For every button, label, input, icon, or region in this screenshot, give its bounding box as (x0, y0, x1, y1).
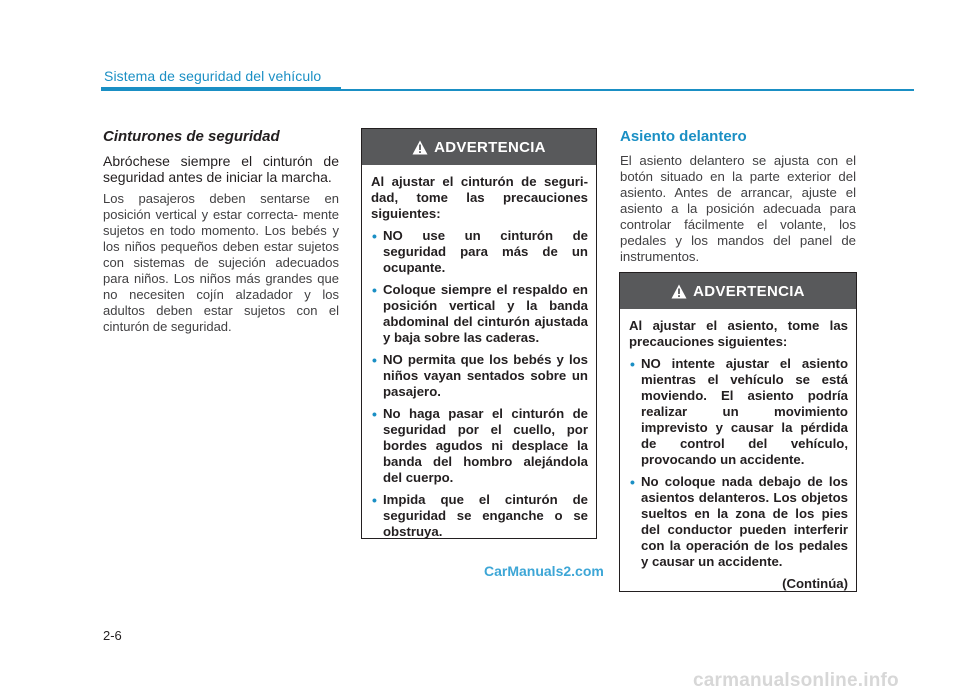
warning-list (371, 228, 588, 540)
seatbelt-body: Los pasajeros deben sentarse en posición vertical y estar correcta- mente sujetos en todo momento. Los bebés y los niños pequeños deben estar sujetos con sistemas de sujeción adecuados para niños. Los niños más grandes que no necesiten cojín alzadador y los adultos deben estar sujetos con el cinturón de seguridad. (103, 191, 339, 334)
warning-title: ADVERTENCIA (693, 282, 805, 300)
warning-item: • NO permita que los bebés y los niños vayan sentados sobre un pasajero. (372, 352, 588, 399)
header-rule-thin (341, 89, 914, 91)
warning-content (620, 309, 856, 592)
front-seat-heading: Asiento delantero (620, 128, 747, 145)
footer-site-watermark: carmanualsonline.info (693, 670, 899, 691)
warning-item: • No haga pasar el cinturón de seguridad por el cuello, por bordes agudos ni desplace la banda del hombro alejándola del cuerpo. (372, 406, 588, 485)
bullet-icon: • (372, 282, 377, 298)
warning-triangle-icon (671, 284, 687, 299)
warning-title: ADVERTENCIA (434, 138, 546, 156)
bullet-icon: • (372, 228, 377, 244)
warning-item: • NO use un cinturón de seguridad para más de un ocupante. (372, 228, 588, 275)
bullet-icon: • (630, 474, 635, 490)
warning-header (362, 129, 596, 165)
front-seat-body: El asiento delantero se ajusta con el botón situado en la parte exterior del asiento. Antes de arrancar, ajuste el asiento a la posición adecuada para controlar fácilmente el volante, los pedales y los mandos del panel de instrumentos. (620, 153, 856, 264)
section-title: Sistema de seguridad del vehículo (104, 68, 322, 84)
bullet-icon: • (630, 356, 635, 372)
warning-content (362, 165, 596, 540)
warning-intro: Al ajustar el cinturón de seguri- dad, tome las precauciones siguientes: (371, 174, 588, 221)
seat-warning-box (619, 272, 857, 592)
seatbelt-section (103, 128, 339, 335)
seatbelt-heading: Cinturones de seguridad (103, 128, 280, 145)
warning-item: • Coloque siempre el respaldo en posición vertical y la banda abdominal del cinturón ajustada y baja sobre las caderas. (372, 282, 588, 345)
seatbelt-lead: Abróchese siempre el cinturón de seguridad antes de iniciar la marcha. (103, 153, 339, 185)
watermark-link[interactable]: CarManuals2.com (484, 563, 604, 579)
page-number: 2-6 (103, 628, 122, 643)
header-rule-thick (101, 87, 341, 91)
warning-list (629, 356, 848, 570)
continues-label: (Continúa) (782, 576, 848, 591)
warning-intro: Al ajustar el asiento, tome las precauciones siguientes: (629, 318, 848, 349)
warning-item: • NO intente ajustar el asiento mientras el vehículo se está moviendo. El asiento podría realizar un movimiento imprevisto y causar la pérdida de control del vehículo, provocando un accidente. (630, 356, 848, 467)
warning-item: • Impida que el cinturón de seguridad se enganche o se obstruya. (372, 492, 588, 539)
bullet-icon: • (372, 352, 377, 368)
warning-triangle-icon (412, 140, 428, 155)
bullet-icon: • (372, 492, 377, 508)
seatbelt-warning-box (361, 128, 597, 539)
bullet-icon: • (372, 406, 377, 422)
warning-item: • No coloque nada debajo de los asientos delanteros. Los objetos sueltos en la zona de los pies del conductor pueden interferir con la operación de los pedales y causar un accidente. (630, 474, 848, 569)
warning-header (620, 273, 856, 309)
